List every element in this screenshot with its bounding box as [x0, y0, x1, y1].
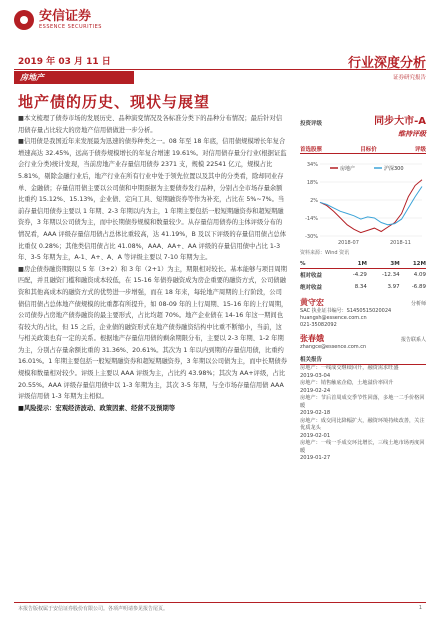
related-report-title: 房地产：成交同比降幅扩大，融资环境持续改善，关注优质龙头	[300, 417, 425, 431]
perf-cell: 3.97	[387, 284, 400, 290]
related-reports-title: 相关报告	[300, 355, 426, 365]
paragraph-real-estate-bonds: ■房企债券融资期限以 5 年（3+2）和 3 年（2+1）为主，期限相对较长。基本能够与项目周期匹配，并且融资门槛和融资成本较低，在 15-16 年债券融资成为房企重要的融资方式，公司债融资和其他高成本的融资方式的优势进一步增强，而在 18 年来，每轮地产周期的上行阶段，公司债信用债占总体地产债规模的比重都有所提升，如 08-09 年的上行周期、15-16 年的上行周期，公司债券占房地产债券融资的最主要形式，占比均超 70%。地产企业债在 14-16 年这一期间也有较大的占比，但 15 之后，企业债的融资形式在地产债券融资结构中比重不断缩小，当前，这与相关政策也有一定的关系。根据地产存量信用债的剩余期限分布，主要以 2-3 年期、1-2 年期为主，分别占存量余额比重的 31.36%、20.61%。其次为 1 年以内到期的存量信用债，比重约 16.01%。1 年期主要包括一般短期融资券和超短期融资券，3 年期以公司债为主，而中长期债券规模和数量相对较少。评级上主要以 AAA 评级为主，占比约 43.98%；其次为 AA+评级，占比 20.55%。AAA 评级存量信用债中以 1-3 年期为主，其次 3-5 年期，与全市场存量信用债 AAA 评级信用债 1-3 年期为主相似。	[18, 265, 288, 401]
series-line-1	[320, 187, 422, 225]
recommend-col-rating: 评级	[414, 147, 426, 153]
paragraph-risk: ■风险提示：宏观经济波动、政策因素、经营不及预期等	[18, 404, 176, 412]
list-item[interactable]	[300, 440, 426, 463]
perf-header: 3M	[367, 260, 400, 269]
analyst-phone: 021-35082092	[300, 322, 337, 328]
report-date: 2019 年 03 月 11 日	[18, 57, 111, 67]
brand-name-cn: 安信证券	[39, 9, 92, 24]
perf-cell: 8.34	[354, 284, 367, 290]
series-line-0	[320, 180, 422, 233]
analyst-role: 分析师	[410, 301, 426, 307]
body-text	[18, 113, 288, 414]
x-tick-label: 2018-07	[338, 240, 359, 246]
paragraph-intro: ■本文梳理了债券市场的发展历史、品种演变情况及各标准分类下的品种分布情况；最后针对信用债存量占比较大的房地产信用债做进一步分析。	[18, 115, 283, 134]
list-item[interactable]	[300, 380, 426, 395]
list-item[interactable]	[300, 418, 426, 441]
perf-row-label: 绝对收益	[300, 285, 323, 291]
recommend-header	[300, 145, 426, 154]
rating-row	[300, 113, 426, 127]
analyst-name: 张春娥	[300, 334, 324, 343]
x-tick-label: 2018-11	[390, 240, 411, 246]
y-tick-label: 2%	[310, 198, 318, 204]
analyst-block-1	[300, 299, 426, 329]
sector-tag: 房地产	[14, 71, 134, 84]
brand-mark-icon	[14, 10, 34, 30]
perf-cell: -12.34	[381, 272, 400, 278]
performance-chart	[300, 158, 426, 248]
rating-label: 投资评级	[300, 121, 323, 127]
y-tick-label: 34%	[306, 162, 318, 168]
footer-divider	[14, 602, 426, 603]
related-report-date: 2019-02-24	[300, 387, 331, 394]
perf-cell: -4.29	[352, 272, 367, 278]
related-report-title: 房地产：节后首周成交季节性回落，多地一二手价格回暖	[300, 395, 425, 409]
y-tick-label: -14%	[305, 216, 318, 222]
brand-logo	[14, 10, 102, 30]
performance-header-row	[300, 260, 426, 269]
recommend-col-target: 目标价	[360, 147, 377, 153]
analyst-sac: SAC 执业证书编号：S1450515020024	[300, 308, 392, 314]
performance-chart-svg	[300, 158, 426, 248]
rating-value: 同步大市-A	[374, 116, 426, 127]
report-title: 地产债的历史、现状与展望	[18, 93, 211, 111]
recommend-col-stock: 首选股票	[300, 147, 323, 153]
y-tick-label: -30%	[305, 234, 318, 240]
perf-header: 12M	[400, 260, 426, 269]
perf-row-label: 相对收益	[300, 273, 323, 279]
chart-source: 资料来源：Wind 资讯	[300, 250, 350, 256]
y-tick-label: 18%	[306, 180, 318, 186]
perf-header: 1M	[341, 260, 367, 269]
analyst-block-2	[300, 335, 426, 351]
report-type: 行业深度分析	[347, 56, 426, 71]
legend-label: 沪深300	[384, 166, 404, 172]
table-row	[300, 281, 426, 293]
analyst-email[interactable]: zhangce@essence.com.cn	[300, 344, 367, 350]
table-row	[300, 269, 426, 282]
performance-table	[300, 260, 426, 293]
footer-disclaimer: 本报告版权属于安信证券股份有限公司。各项声明请参见报告尾页。	[18, 606, 169, 612]
related-report-title: 房地产：销售触底企稳，土地溢价率回升	[300, 380, 394, 386]
report-subtype: 证券研究报告	[392, 75, 426, 81]
perf-header: %	[300, 260, 341, 269]
related-report-title: 房地产：一线一手成交环比增长，三线土地市场再度回暖	[300, 440, 425, 454]
perf-cell: 4.09	[413, 272, 426, 278]
analyst-name: 黄守宏	[300, 298, 324, 307]
list-item[interactable]	[300, 395, 426, 418]
perf-cell: -6.89	[411, 284, 426, 290]
related-reports-list	[300, 365, 426, 463]
paragraph-credit-bonds: ■信用债是我国近年来发展最为迅速的债券种类之一。08 年至 18 年底，信用债规模增长年复合增速高达 32.45%，远高于债券规模增长的年复合增速 19.61%。对信用债存量分行业(根据证监会行业分类)统计发现，当前房地产业存量信用债券 2371 支，规模 22541 亿元，规模占比 5.81%，剔除金融行业后，地产行业在所有行业中处于领先位置以及其中的分类看，除却同业存单、金融债；存量信用债主要以公司债和中期票据为主要债券发行品种，分别占全市场存量余额比重约 15.12%、15.13%，企业债、定向工具、短期融资券等作为补充，占比在 5%~7%。当前存量信用债券主要以 1 年期、2-3 年期以内为主，1 年期主要包括一般短期融资券和超短期融资券，3 年期以公司债为主，而中长期债券规模和数量较少。从存量信用债券的主体评级分布的情况看，AAA 评级存量信用债占总体比重较高，达 41.19%，B 及以下评级的存量信用债占总体比重仅 0.28%；其他类信用债占比 41.08%，AAA、AA+、AA 评级的存量信用债中占比 1-3 年、3-5 年期为主，A-1、A+、A、A 等评级主要以 7-10 年期为主。	[18, 138, 287, 262]
related-report-date: 2019-01-27	[300, 455, 331, 461]
sidebar	[300, 113, 426, 463]
list-item[interactable]	[300, 365, 426, 380]
page-number: 1	[418, 605, 422, 611]
related-report-title: 房地产：一线成交继续回升，融资需求旺盛	[300, 365, 399, 371]
brand-name-en: ESSENCE SECURITIES	[39, 24, 102, 30]
rating-sub: 维持评级	[398, 130, 426, 138]
analyst-role: 报告联系人	[400, 337, 426, 343]
analyst-name-row	[300, 335, 426, 344]
analyst-email[interactable]: huangsh@essence.com.cn	[300, 315, 367, 321]
related-report-date: 2019-02-18	[300, 410, 331, 416]
related-report-date: 2019-02-01	[300, 432, 331, 439]
legend-label: 房地产	[340, 166, 356, 172]
analyst-name-row	[300, 299, 426, 308]
related-report-date: 2019-03-04	[300, 372, 331, 379]
